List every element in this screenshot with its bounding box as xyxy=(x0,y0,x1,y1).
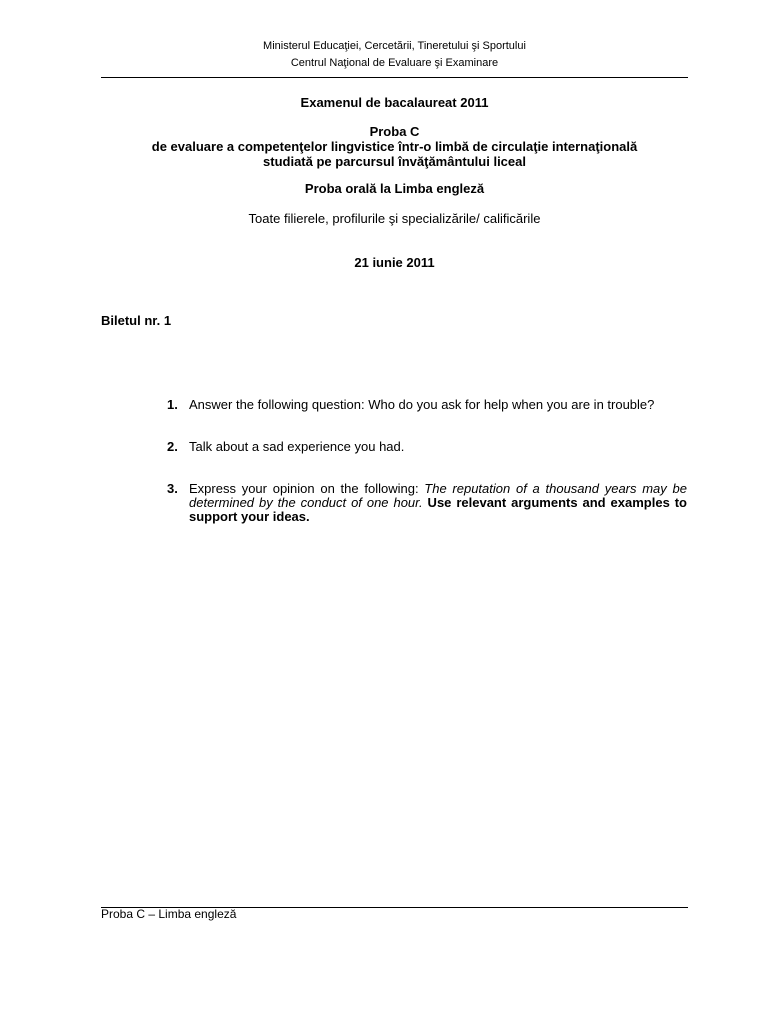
question-number: 2. xyxy=(167,439,178,454)
question-item xyxy=(165,398,687,412)
question-text: Talk about a sad experience you had. xyxy=(189,439,405,454)
question-quote: The reputation of a thousand years may be determined by the conduct of one hour. xyxy=(189,481,687,510)
ticket-label: Biletul nr. 1 xyxy=(101,313,172,328)
question-number: 1. xyxy=(167,397,178,412)
question-text: Answer the following question: Who do you ask for help when you are in trouble? xyxy=(189,397,655,412)
exam-description xyxy=(101,124,688,169)
question-lead: Express your opinion on the following: xyxy=(189,481,425,496)
header-divider xyxy=(101,77,688,78)
question-text xyxy=(189,482,687,524)
description-line-1: de evaluare a competenţelor lingvistice într-o limbă de circulaţie internaţională xyxy=(151,139,638,154)
description-line-2: studiată pe parcursul învăţământului liceal xyxy=(263,154,526,169)
exam-subtitle: Proba orală la Limba engleză xyxy=(304,181,485,196)
exam-date: 21 iunie 2011 xyxy=(354,255,435,270)
proba-label: Proba C xyxy=(369,124,420,139)
question-item xyxy=(165,440,687,454)
question-instruction: Use relevant arguments and examples to support your ideas. xyxy=(189,495,687,524)
question-item xyxy=(165,482,687,524)
ministry-name: Ministerul Educaţiei, Cercetării, Tineretului şi Sportului xyxy=(263,40,526,52)
page-footer: Proba C – Limba engleză xyxy=(101,907,237,921)
question-list xyxy=(165,398,687,524)
center-name: Centrul Naţional de Evaluare şi Examinare xyxy=(290,57,499,69)
profiles-text: Toate filierele, profilurile şi specializările/ calificările xyxy=(248,211,541,226)
question-number: 3. xyxy=(167,481,178,496)
exam-title: Examenul de bacalaureat 2011 xyxy=(300,95,489,110)
page-header xyxy=(101,38,688,72)
